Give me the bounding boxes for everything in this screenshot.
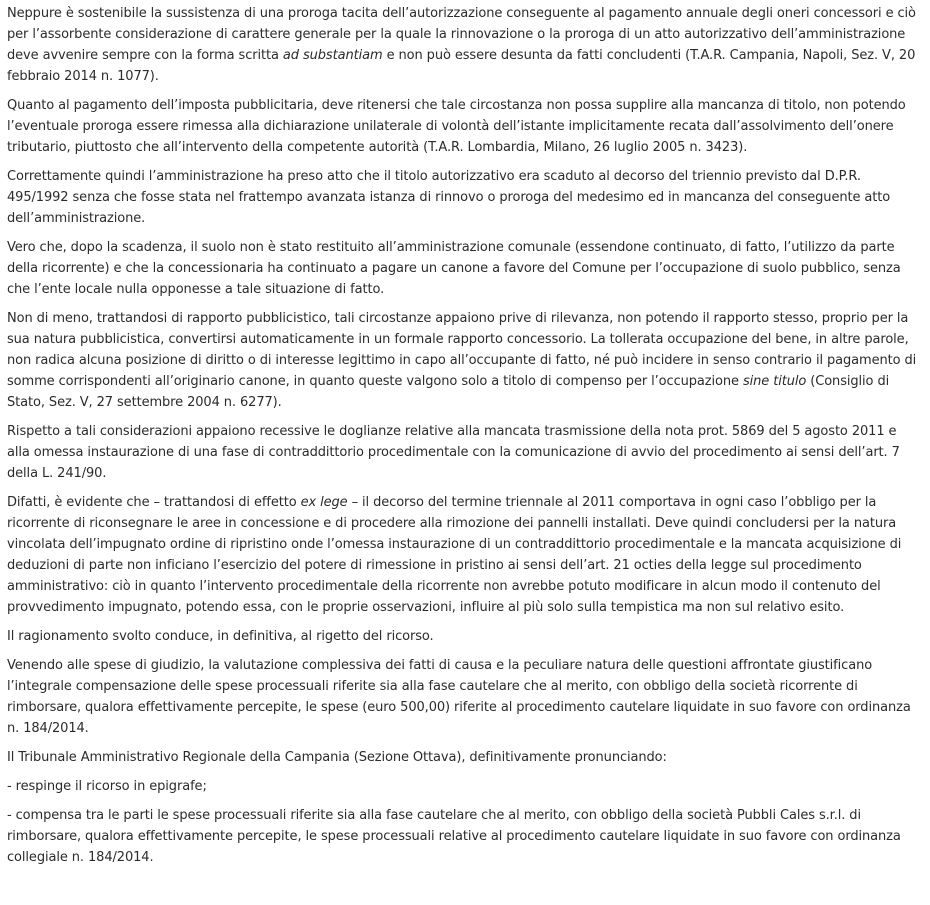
paragraph-text: Correttamente quindi l’amministrazione ha preso atto che il titolo autorizzativo era scaduto al decorso del triennio previsto dal D.P.R. 495/1992 senza che fosse stata nel frattempo avanzata istanza di rinnovo o proroga del medesimo ed in mancanza del conseguente atto dell’amministrazione.: [7, 169, 891, 226]
paragraph-text: Neppure è sostenibile la sussistenza di una proroga tacita dell’autorizzazione conseguente al pagamento annuale degli oneri concessori e ciò per l’assorbente considerazione di carattere generale per la quale la rinnovazione o la proroga di un atto autorizzativo dell’amministrazione deve avvenire sempre con la forma scritta: [7, 6, 916, 63]
paragraph-text: Venendo alle spese di giudizio, la valutazione complessiva dei fatti di causa e la peculiare natura delle questioni affrontate giustificano l’integrale compensazione delle spese processuali riferite sia alla fase cautelare che al merito, con obbligo della società ricorrente di rimborsare, qualora effettivamente percepite, le spese (euro 500,00) riferite al procedimento cautelare liquidate in suo favore con ordinanza n. 184/2014.: [7, 658, 911, 736]
paragraph-text: e non può essere desunta da fatti concludenti (T.A.R. Campania, Napoli, Sez. V, 20 febbraio 2014 n. 1077).: [7, 48, 916, 84]
paragraph-text: - compensa tra le parti le spese processuali riferite sia alla fase cautelare che al merito, con obbligo della società Pubbli Cales s.r.l. di rimborsare, qualora effettivamente percepite, le spese processuali relative al procedimento cautelare liquidate in suo favore con ordinanza collegiale n. 184/2014.: [7, 808, 901, 865]
paragraph-7: [7, 492, 920, 618]
paragraph-text: Rispetto a tali considerazioni appaiono recessive le doglianze relative alla mancata trasmissione della nota prot. 5869 del 5 agosto 2011 e alla omessa instaurazione di una fase di contraddittorio procedimentale con la comunicazione di avvio del procedimento ai sensi dell’art. 7 della L. 241/90.: [7, 424, 900, 481]
paragraph-1: [7, 3, 920, 87]
paragraph-12: [7, 805, 920, 868]
paragraph-text: Vero che, dopo la scadenza, il suolo non è stato restituito all’amministrazione comunale (essendone continuato, di fatto, l’utilizzo da parte della ricorrente) e che la concessionaria ha continuato a pagare un canone a favore del Comune per l’occupazione di suolo pubblico, senza che l’ente locale nulla opponesse a tale situazione di fatto.: [7, 240, 901, 297]
paragraph-3: [7, 166, 920, 229]
italic-term: ad substantiam: [282, 48, 383, 63]
paragraph-11: [7, 776, 920, 797]
italic-term: sine titulo: [742, 374, 807, 389]
paragraph-text: Difatti, è evidente che – trattandosi di effetto: [7, 495, 301, 510]
paragraph-6: [7, 421, 920, 484]
paragraph-text: Quanto al pagamento dell’imposta pubblicitaria, deve ritenersi che tale circostanza non possa supplire alla mancanza di titolo, non potendo l’eventuale proroga essere rimessa alla dichiarazione unilaterale di volontà dell’istante implicitamente recata dall’assolvimento dell’onere tributario, piuttosto che all’intervento della competente autorità (T.A.R. Lombardia, Milano, 26 luglio 2005 n. 3423).: [7, 98, 906, 155]
paragraph-2: [7, 95, 920, 158]
paragraph-text: – il decorso del termine triennale al 2011 comportava in ogni caso l’obbligo per la ricorrente di riconsegnare le aree in concessione e di procedere alla rimozione dei pannelli installati. Deve quindi concludersi per la natura vincolata dell’impugnato ordine di ripristino onde l’omessa instaurazione di un contraddittorio procedimentale e la mancata acquisizione di deduzioni di parte non inficiano l’esercizio del potere di rimessione in pristino ai sensi dell’art. 21 octies della legge sul procedimento amministrativo: ciò in quanto l’intervento procedimentale della ricorrente non avrebbe potuto modificare in alcun modo il contenuto del provvedimento impugnato, potendo essa, con le proprie osservazioni, influire al più solo sulla tempistica ma non sul relativo esito.: [7, 495, 902, 615]
paragraph-text: Il Tribunale Amministrativo Regionale della Campania (Sezione Ottava), definitivamente pronunciando:: [7, 750, 667, 765]
italic-term: ex lege: [300, 495, 348, 510]
paragraph-8: [7, 626, 920, 647]
paragraph-text: (Consiglio di Stato, Sez. V, 27 settembre 2004 n. 6277).: [7, 374, 890, 410]
paragraph-text: Non di meno, trattandosi di rapporto pubblicistico, tali circostanze appaiono prive di rilevanza, non potendo il rapporto stesso, proprio per la sua natura pubblicistica, convertirsi automaticamente in un formale rapporto concessorio. La tollerata occupazione del bene, in altre parole, non radica alcuna posizione di diritto o di interesse legittimo in capo all’occupante di fatto, né può incidere in senso contrario il pagamento di somme corrispondenti all’originario canone, in quanto queste valgono solo a titolo di compenso per l’occupazione: [7, 311, 917, 389]
paragraph-4: [7, 237, 920, 300]
paragraph-5: [7, 308, 920, 413]
paragraph-text: - respinge il ricorso in epigrafe;: [7, 779, 207, 794]
paragraph-10: [7, 747, 920, 768]
paragraph-text: Il ragionamento svolto conduce, in definitiva, al rigetto del ricorso.: [7, 629, 434, 644]
paragraph-9: [7, 655, 920, 739]
